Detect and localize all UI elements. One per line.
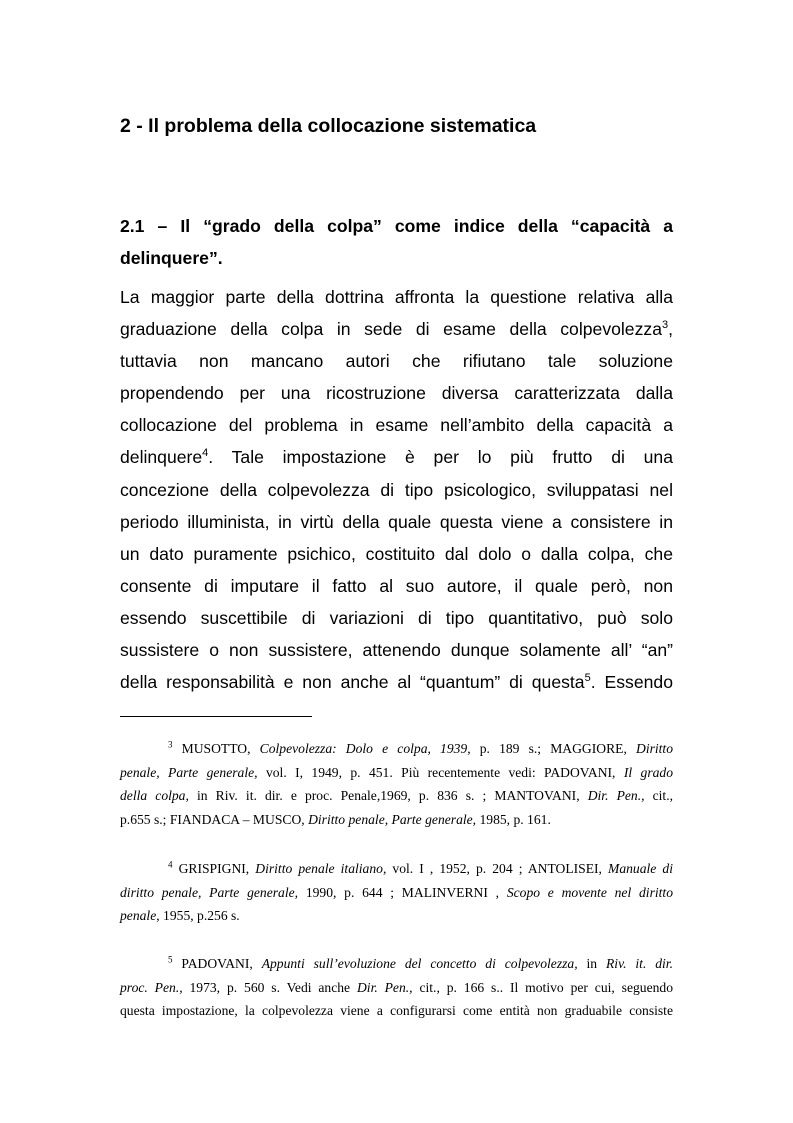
- body-text-span: ,: [668, 319, 673, 340]
- footnote-text: in Riv. it. dir. e proc. Penale,1969, p. 836 s. ; MANTOVANI,: [188, 788, 588, 803]
- footnote-text: questa impostazione, la colpevolezza viene a configurarsi come entità non graduabile consiste: [120, 1003, 673, 1018]
- footnote-italic: Il grado: [623, 764, 673, 780]
- footnote-line: [120, 784, 673, 808]
- body-line: consente di imputare il fatto al suo autore, il quale però, non: [120, 575, 673, 596]
- footnote-line: [120, 976, 673, 1000]
- footnote-3: [120, 737, 673, 831]
- footnote-italic: Dir. Pen.,: [356, 979, 413, 995]
- footnote-text: , 1955, p.256 s.: [156, 908, 240, 923]
- footnote-text: , p. 189 s.; MAGGIORE,: [467, 741, 636, 756]
- body-line: tuttavia non mancano autori che rifiutano tale soluzione: [120, 351, 673, 372]
- section-title-line-1: 2.1 – Il “grado della colpa” come indice della “capacità a: [120, 216, 673, 236]
- footnote-separator: [120, 716, 312, 717]
- footnote-italic: Appunti sull’evoluzione del concetto di colpevolezza,: [261, 956, 578, 971]
- body-line: collocazione del problema in esame nell’ambito della capacità a: [120, 415, 673, 436]
- body-line: [120, 441, 673, 473]
- body-line: un dato puramente psichico, costituito dal dolo o dalla colpa, che: [120, 543, 673, 564]
- footnote-italic: penale, Parte generale,: [120, 764, 258, 780]
- body-line: propendendo per una ricostruzione diversa caratterizzata dalla: [120, 383, 673, 404]
- footnote-line: [120, 952, 673, 976]
- footnote-italic: Dir. Pen.,: [587, 788, 645, 803]
- footnote-text: 1990, p. 644 ; MALINVERNI ,: [298, 884, 507, 900]
- body-line: [120, 666, 673, 698]
- footnote-mark: 4: [168, 859, 173, 870]
- chapter-title: 2 - Il problema della collocazione sistematica: [120, 115, 537, 137]
- footnote-italic: proc. Pen.,: [120, 979, 183, 995]
- body-text-span: delinquere: [120, 447, 203, 468]
- footnote-italic: Colpevolezza: Dolo e colpa, 1939: [259, 741, 468, 756]
- footnote-text: 1973, p. 560 s. Vedi anche: [182, 979, 357, 995]
- body-line: concezione della colpevolezza di tipo psicologico, sviluppatasi nel: [120, 479, 673, 500]
- footnote-text: , vol. I , 1952, p. 204 ; ANTOLISEI,: [382, 861, 609, 876]
- body-paragraph: [120, 281, 673, 698]
- footnote-mark: 3: [168, 739, 173, 750]
- footnote-italic: della colpa,: [120, 788, 189, 803]
- footnote-text: in: [577, 956, 606, 971]
- footnote-line: [120, 857, 673, 881]
- footnote-mark: 5: [168, 954, 173, 965]
- body-text-span: della responsabilità e non anche al “quantum” di questa: [120, 672, 585, 693]
- footnote-text: GRISPIGNI,: [172, 861, 256, 876]
- body-text-span: . Essendo: [590, 672, 673, 693]
- footnote-line: [120, 904, 673, 928]
- footnote-line: [120, 808, 673, 832]
- footnote-5: [120, 952, 673, 1023]
- footnote-italic: Scopo e movente nel diritto: [506, 884, 673, 900]
- footnote-italic: diritto penale, Parte generale,: [120, 884, 299, 900]
- body-line: periodo illuminista, in virtù della quale questa viene a consistere in: [120, 511, 673, 532]
- footnote-line: [120, 999, 673, 1023]
- footnote-text: p.655 s.; FIANDACA – MUSCO,: [120, 811, 309, 827]
- footnote-text: PADOVANI,: [172, 956, 262, 971]
- body-line: essendo suscettibile di variazioni di tipo quantitativo, può solo: [120, 607, 673, 628]
- footnote-text: MUSOTTO,: [172, 741, 260, 756]
- footnote-reference: 4: [202, 447, 209, 460]
- footnote-italic: Diritto penale italiano: [255, 861, 383, 876]
- footnote-text: 1985, p. 161.: [476, 811, 551, 827]
- footnote-italic: penale: [120, 908, 157, 923]
- footnote-reference: 5: [584, 672, 591, 685]
- footnote-line: [120, 761, 673, 785]
- footnote-italic: Diritto: [636, 741, 674, 756]
- section-title-line-2: delinquere”.: [120, 248, 223, 268]
- body-line: La maggior parte della dottrina affronta la questione relativa alla: [120, 287, 673, 307]
- body-text-span: . Tale impostazione è per lo più frutto di una: [208, 447, 673, 468]
- footnote-reference: 3: [661, 319, 669, 332]
- footnote-4: [120, 857, 673, 928]
- footnote-text: vol. I, 1949, p. 451. Più recentemente vedi: PADOVANI,: [257, 764, 624, 780]
- footnote-italic: Riv. it. dir.: [605, 956, 673, 971]
- footnote-italic: Manuale di: [608, 861, 673, 876]
- footnote-line: [120, 737, 673, 761]
- footnote-line: [120, 881, 673, 905]
- section-title: [120, 210, 673, 274]
- body-text-span: graduazione della colpa in sede di esame della colpevolezza: [120, 319, 662, 340]
- body-line: [120, 313, 673, 345]
- footnote-text: cit., p. 166 s.. Il motivo per cui, seguendo: [412, 979, 674, 995]
- footnote-italic: Diritto penale, Parte generale,: [308, 811, 477, 827]
- footnote-text: cit.,: [644, 788, 673, 803]
- body-line: sussistere o non sussistere, attenendo dunque solamente all’ “an”: [120, 640, 673, 661]
